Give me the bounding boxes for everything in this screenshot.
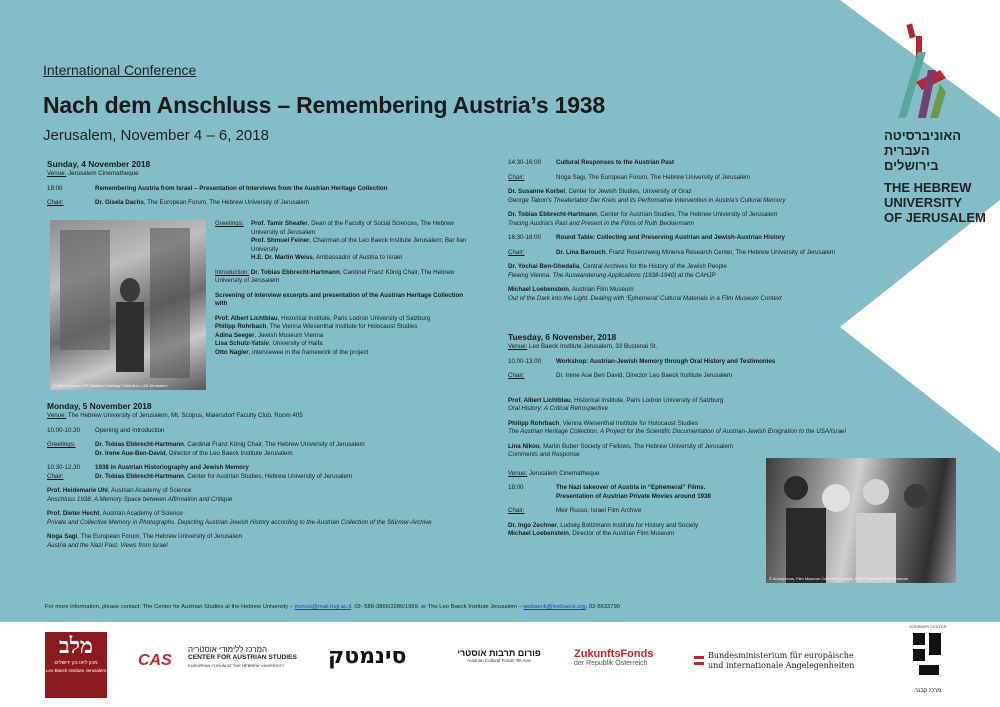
monday-block: Monday, 5 November 2018 Venue: The Hebrew University of Jerusalem, Mt. Scopus, Maiersdorf Faculty Club, Room 405 10.00-10.30 Opening and Introduction Greetings: Dr. Tobias Ebbrecht-Hartmann, Cardinal Franz König Chair, The Hebrew University of Jerusalem Dr. Irene Aue-Ben-David, Director of the Leo Baeck Institute Jerusalem 10.30-12.30 1938 in Austrian Historiography and Jewish Memory Chair: Dr. Tobias Ebbrecht-Hartmann, Center for Austrian Studies, Hebrew University of Jerusalem Prof. Heidemarie Uhl, Austrian Academy of Science Anschluss 1938. A Memory Space between Affirmation and Critique Prof. Dieter Hecht, Austrian Academy of Science Private and Collective Memory in Photographs. Depicting Austrian Jewish History according to the Austrian Collection of the Stürmer-Archive Noga Sagi, The European Forum, The Hebrew University of Jerusalem Austria and the Nazi Past. Views from Israel — [47, 401, 472, 550]
koebner-mark-icon — [911, 631, 945, 683]
page-title: Nach dem Anschluss – Remembering Austria’s 1938 — [43, 92, 605, 118]
koebner-logo: KOEBNER CENTER מרכז קבנר — [909, 624, 947, 694]
right-column: 14:30-16:00 Cultural Responses to the Austrian Past Chair: Noga Sagi, The European Forum, The Hebrew University of Jerusalem Dr. Susanne Korbel, Center for Jewish Studies, University of Graz George Tabori’s Theaterlabor Der Kreis and its Performative Intervention in Austria’s Cultural Memory Dr. Tobias Ebbrecht-Hartmann, Center for Austrian Studies, The Hebrew University of Jerusalem Tracing Austria’s Past and Present in the Films of Ruth Beckermann 16:30-18:00 Round Table: Collecting and Preserving Austrian and Jewish-Austrian History Chair: Dr. Lina Barouch, Franz Rosenzweig Minerva Research Center, The Hebrew University of Jerusalem Dr. Yochai Ben-Ghedalia, Central Archives for the History of the Jewish People Fleeing Vienna. The Auswanderung Applications (1938-1940) at the CAHJP Michael Loebenstein, Austrian Film Museum Out of the Dark into the Light. Dealing with ‘Ephemeral’ Cultural Materials in a Film Museum Context — [508, 159, 836, 302]
tuesday-heading: Tuesday, 6 November, 2018 — [508, 332, 617, 342]
historic-photo-crowd: © Anonymous, Film Museum Collection Vienna, 1938 © Austrian Film Museum — [766, 458, 956, 583]
contact-info: For more information, please contact: The Center for Austrian Studies at the Hebrew University – msruio@mail.huji.ac.il, 02- 588-3866/3286/1969, or The Leo Baeck Institute Jerusalem – leobaeck@leobaeck.org, 02-5633790 — [45, 604, 620, 610]
bmeia-logo: Bundesministerium für europäische und internationale Angelegenheiten — [708, 651, 855, 670]
sunday-session: 18:00 Remembering Austria from Israel – Presentation of Interviews from the Austrian Heritage Collection — [47, 184, 388, 192]
cas-logo-text: המרכז ללימודי אוסטריה CENTER FOR AUSTRIAN STUDIES EUROPEAN FORUM AT THE HEBREW UNIVERSITY — [188, 645, 297, 668]
zukunftsfonds-logo: ZukunftsFonds der Republik Österreich — [574, 648, 654, 667]
tuesday-block: Tuesday, 6 November, 2018 Venue: Leo Baeck Institute Jerusalem, 33 Bustenai St. 10.00-13.00 Workshop: Austrian-Jewish Memory through Oral History and Testimonies Chair: Dr. Irene Aue Ben David, Director Leo Baeck Institute Jerusalem Prof. Albert Lichtblau, Historical Institute, Paris Lodron University of Salzburg Oral History: A Critical Retrospective Philipp Rohrbach, Vienna Wiesenthal Institute for Holocaust Studies The Austrian Heritage Collection. A Project for the Scientific Documentation of Austrian-Jewish Emigration to the USA/Israel Lina Nikou, Martin Buber Society of Fellows, The Hebrew University of Jerusalem Comments and Response Venue: Jerusalem Cinematheque 18:00 The Nazi takeover of Austria in “Ephemeral” Films. Presentation of Austrian Private Movies around 1938 Chair: Meir Russo, Israel Film Archive Dr. Ingo Zechner, Ludwig Boltzmann Institute for History and Society Michael Loebenstein, Director of the Austrian Film Museum — [508, 332, 858, 539]
photo-placeholder-icon — [50, 220, 206, 390]
university-name-english: THE HEBREW UNIVERSITY OF JERUSALEM — [884, 180, 986, 225]
austria-flag-stripe2-icon — [694, 662, 704, 665]
cinematheque-logo: סינמטק — [328, 644, 407, 669]
lbi-logo: מלב מכון ליאו בק ירושלים Leo Baeck Institute Jerusalem — [45, 632, 107, 698]
monday-heading: Monday, 5 November 2018 — [47, 401, 152, 411]
email-link-cas[interactable]: msruio@mail.huji.ac.il — [294, 604, 352, 610]
email-link-lbi[interactable]: leobaeck@leobaeck.org — [523, 604, 586, 610]
hebrew-university-logo-icon — [896, 22, 948, 122]
crowd-photo-placeholder-icon — [766, 458, 956, 583]
sunday-details: Greetings: Prof. Tamir Sheafer, Dean of the Faculty of Social Sciences, The Hebrew University of Jerusalem Prof. Shmuel Feiner, Chairman of the Leo Baeck Institute Jerusalem; Bar Ilan University H.E. Dr. Martin Weiss, Ambassador of Austria to Israel Introduction: Dr. Tobias Ebbrecht-Hartmann, Cardinal Franz König Chair, The Hebrew University of Jerusalem Screening of interview excerpts and presentation of the Austrian Heritage Collection with Prof. Albert Lichtblau, Historical Institute, Paris Lodron University of Salzburg Philipp Rohrbach, The Vienna Wiesenthal Institute for Holocaust Studies Adina Seeger, Jewish Museum Vienna Lisa Schulz-Yatsiv, University of Haifa Otto Nagler, interviewee in the framework of the project — [215, 220, 467, 356]
austria-flag-stripe-icon — [694, 656, 704, 659]
left-column: Sunday, 4 November 2018 Venue: Jerusalem Cinematheque 18:00 Remembering Austria from Israel – Presentation of Interviews from the Austrian Heritage Collection Chair: Dr. Gisela Dachs, The European Forum, The Hebrew University of Jerusalem — [47, 159, 467, 208]
university-name-hebrew: האוניברסיטה העברית בירושלים — [884, 128, 961, 173]
page-subtitle: Jerusalem, November 4 – 6, 2018 — [43, 127, 269, 144]
conference-label: International Conference — [43, 62, 197, 78]
sunday-heading: Sunday, 4 November 2018 — [47, 159, 151, 169]
acf-logo: פורום תרבות אוסטרי Austrian Cultural Forum Tel Aviv — [457, 648, 541, 663]
cas-mark: CAS — [138, 652, 172, 669]
historic-photo-woman: © Alice Amberor Flit, Austrian Heritage Collection, LBI Jerusalem — [50, 220, 206, 390]
sponsor-logos — [0, 622, 1000, 707]
